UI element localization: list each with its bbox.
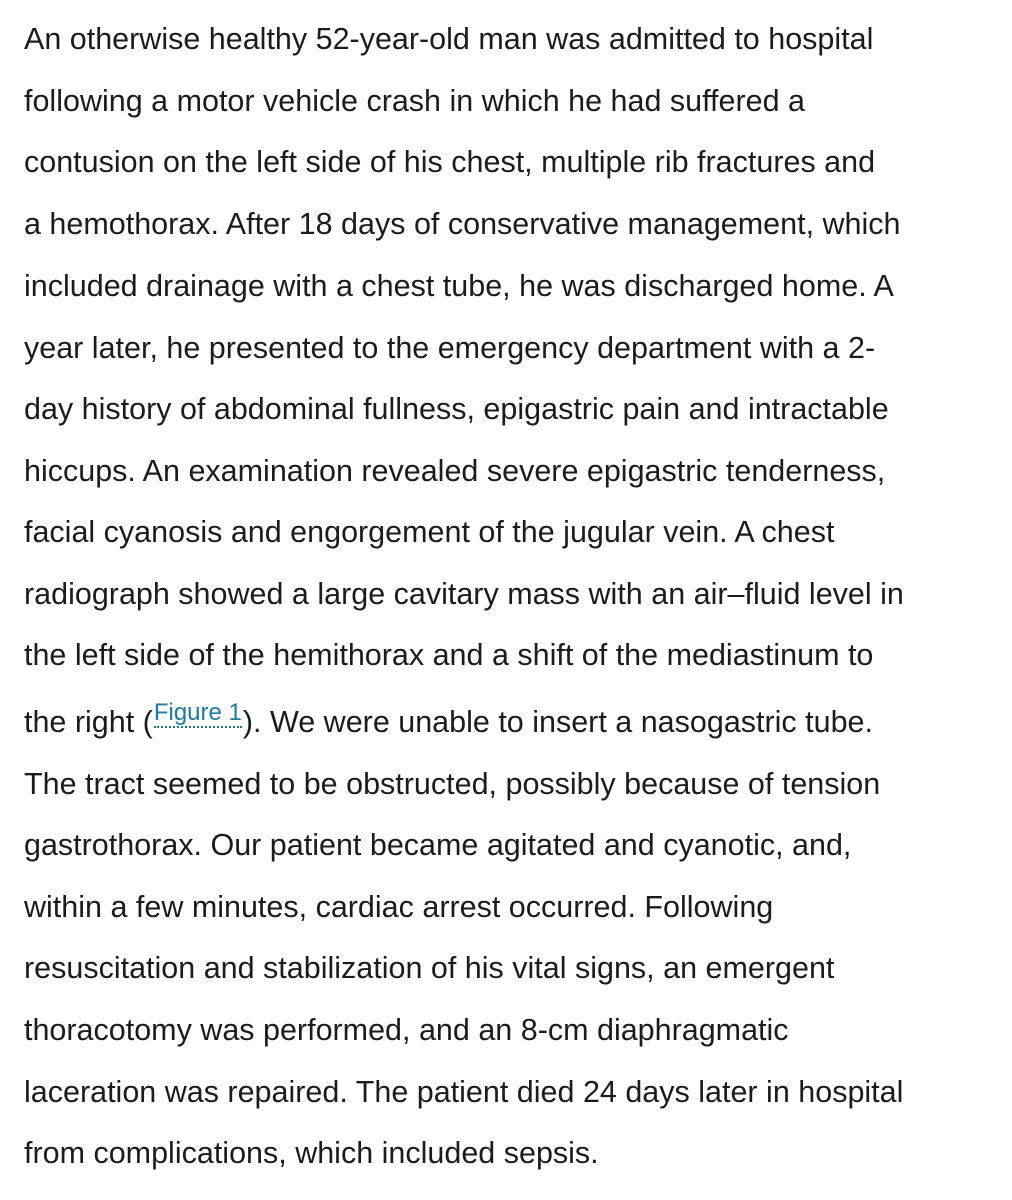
paragraph-line: included drainage with a chest tube, he was discharged home. A bbox=[24, 269, 894, 303]
paragraph-line: from complications, which included sepsis. bbox=[24, 1136, 599, 1170]
paragraph-line: laceration was repaired. The patient died 24 days later in hospital bbox=[24, 1075, 904, 1109]
paragraph-line: gastrothorax. Our patient became agitated and cyanotic, and, bbox=[24, 828, 852, 862]
figure-1-link[interactable]: Figure 1 bbox=[153, 699, 242, 726]
paragraph-line: following a motor vehicle crash in which he had suffered a bbox=[24, 84, 806, 118]
paragraph-line: facial cyanosis and engorgement of the jugular vein. A chest bbox=[24, 515, 835, 549]
paragraph-line: hiccups. An examination revealed severe epigastric tenderness, bbox=[24, 454, 886, 488]
paragraph-line: the left side of the hemithorax and a shift of the mediastinum to bbox=[24, 638, 874, 672]
paragraph-line-with-figure-link bbox=[24, 699, 873, 742]
line-text-after-link: ). We were unable to insert a nasogastric tube. bbox=[242, 705, 873, 739]
paragraph-line: day history of abdominal fullness, epigastric pain and intractable bbox=[24, 392, 889, 426]
paragraph-line: resuscitation and stabilization of his vital signs, an emergent bbox=[24, 951, 835, 985]
paragraph-line: year later, he presented to the emergency department with a 2- bbox=[24, 331, 876, 365]
paragraph-line: contusion on the left side of his chest, multiple rib fractures and bbox=[24, 145, 876, 179]
paragraph-line: An otherwise healthy 52-year-old man was admitted to hospital bbox=[24, 22, 874, 56]
paragraph-line: thoracotomy was performed, and an 8-cm diaphragmatic bbox=[24, 1013, 789, 1047]
paragraph-line: within a few minutes, cardiac arrest occurred. Following bbox=[24, 890, 774, 924]
paragraph-line: a hemothorax. After 18 days of conservative management, which bbox=[24, 207, 901, 241]
line-text-before-link: the right ( bbox=[24, 705, 153, 739]
paragraph-line: radiograph showed a large cavitary mass with an air–fluid level in bbox=[24, 577, 904, 611]
paragraph-line: The tract seemed to be obstructed, possibly because of tension bbox=[24, 767, 881, 801]
